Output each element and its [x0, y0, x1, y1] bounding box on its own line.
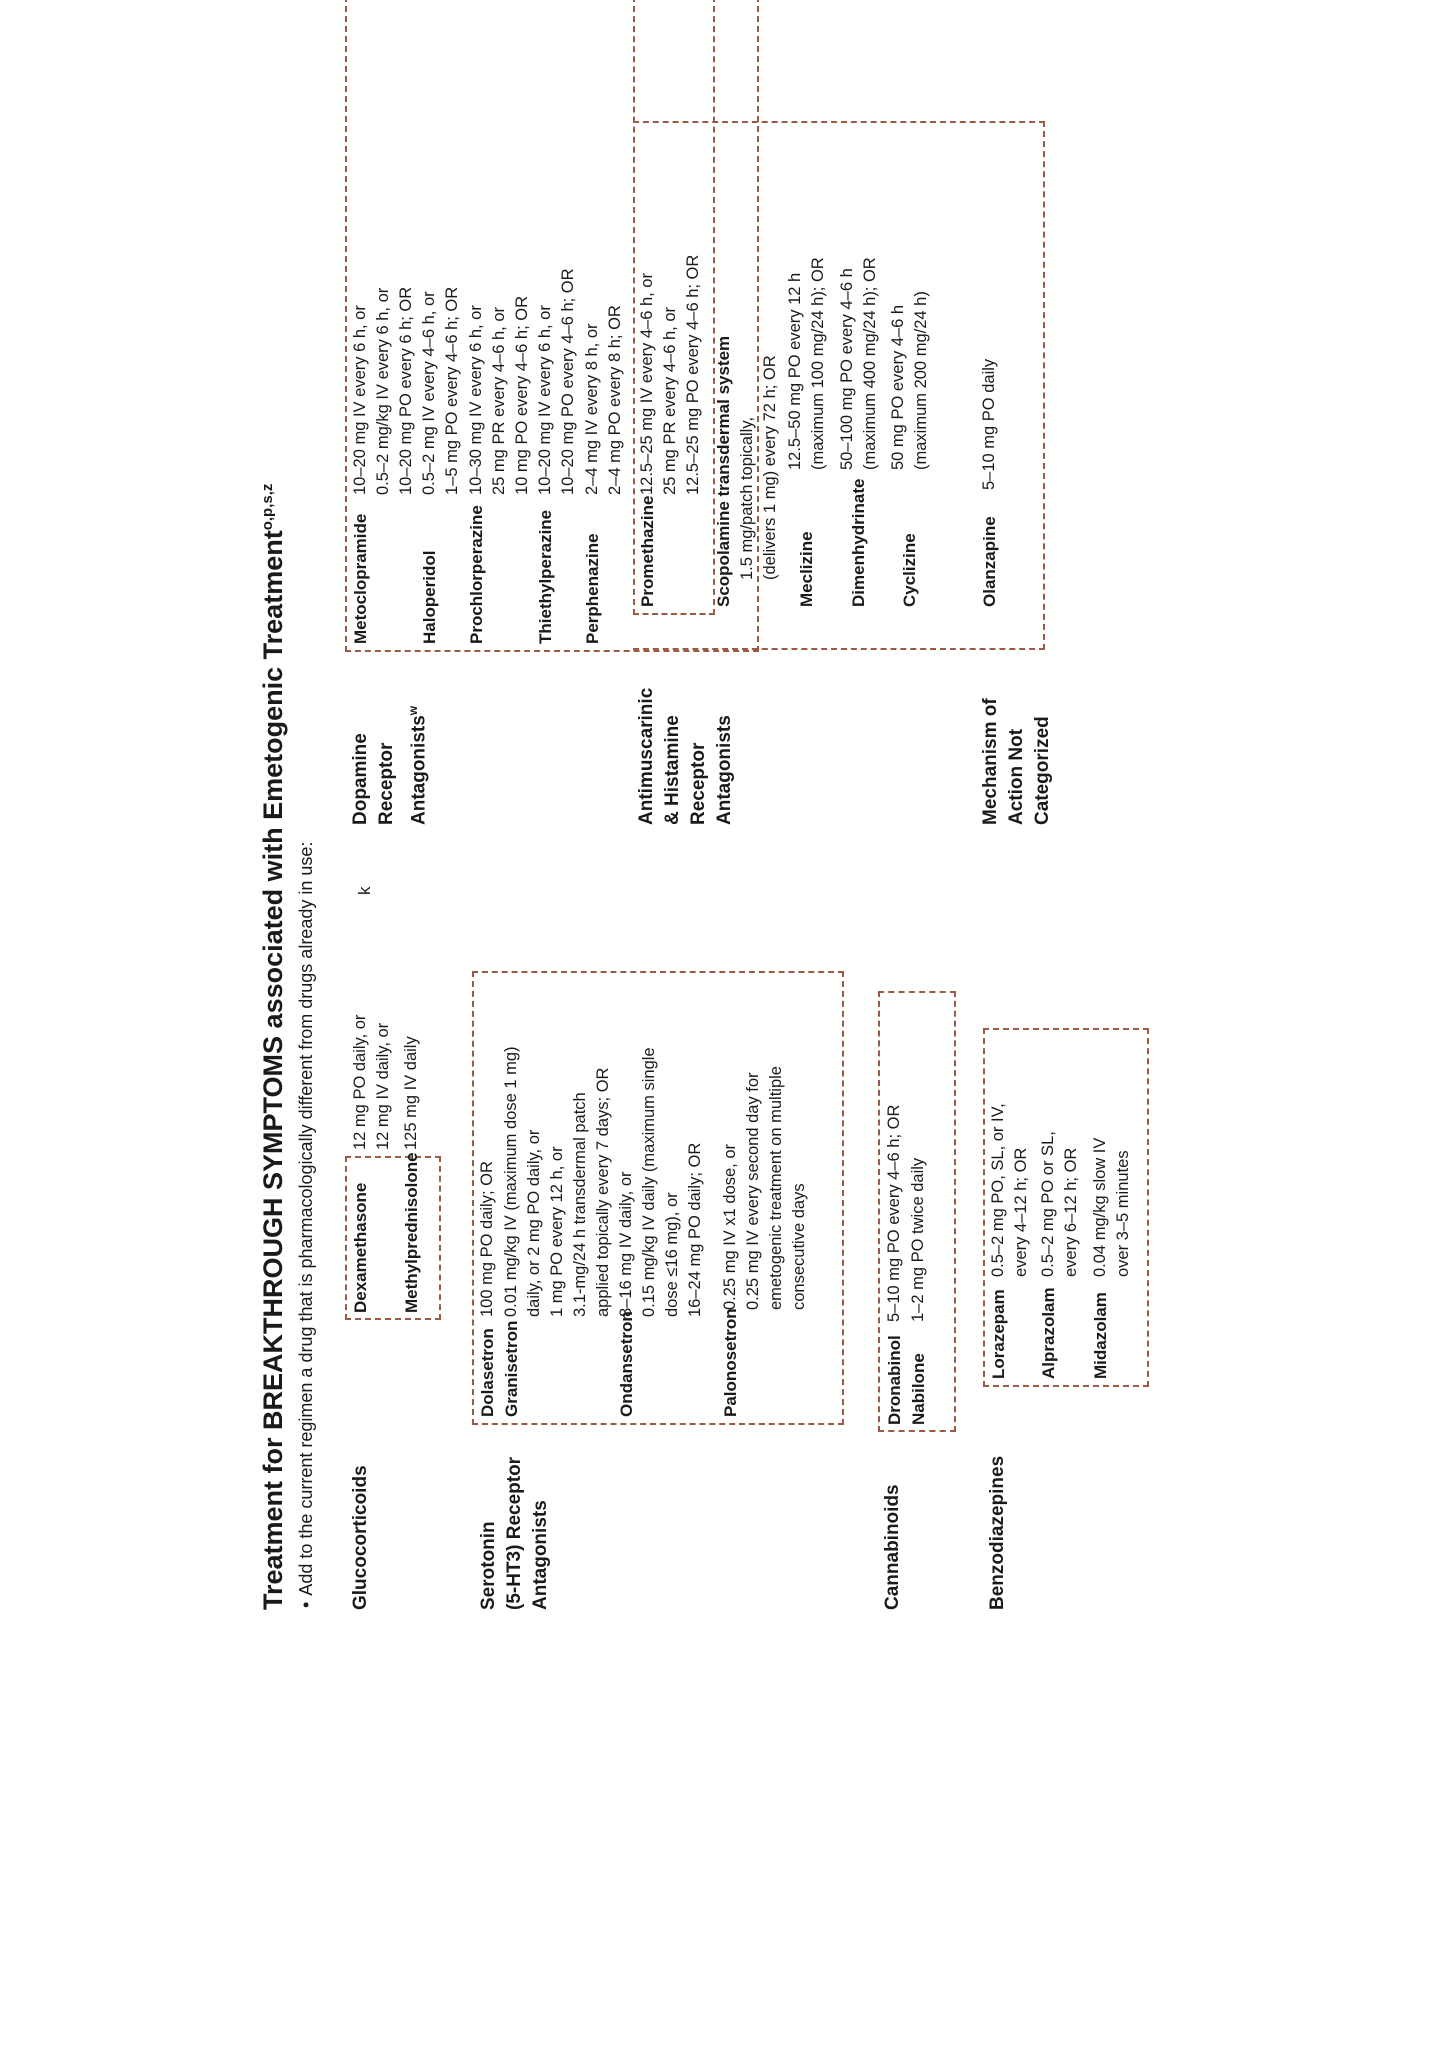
category-cannabinoids: Cannabinoids	[882, 1484, 903, 1610]
drug-perphenazine: Perphenazine	[583, 533, 602, 644]
drug-thiethylperazine: Thiethylperazine	[536, 509, 555, 644]
rotated-page-content	[250, 0, 1150, 1610]
drug-olanzapine: Olanzapine	[980, 516, 999, 607]
category-glucocorticoids: Glucocorticoids	[350, 1465, 371, 1610]
promethazine-doses: 12.5–25 mg IV every 4–6 h, or 25 mg PR every 4–6 h, or 12.5–25 mg PO every 4–6 h; OR	[638, 254, 702, 495]
drug-metoclopramide: Metoclopramide	[351, 513, 370, 644]
alprazolam-doses: 0.5–2 mg PO or SL, every 6–12 h; OR	[1039, 1131, 1080, 1277]
drug-haloperidol: Haloperidol	[420, 550, 439, 644]
drug-midazolam: Midazolam	[1091, 1292, 1110, 1379]
drug-cyclizine: Cyclizine	[900, 533, 919, 607]
lorazepam-doses: 0.5–2 mg PO, SL, or IV, every 4–12 h; OR	[989, 1103, 1030, 1277]
prochlorperazine-doses: 10–30 mg IV every 6 h, or 25 mg PR every 4–6 h, or 10 mg PO every 4–6 h; OR	[467, 295, 531, 495]
drug-dolasetron: Dolasetron	[478, 1328, 497, 1417]
dimenhydrinate-doses: 50–100 mg PO every 4–6 h (maximum 400 mg/24 h); OR	[838, 257, 879, 470]
olanzapine-doses: 5–10 mg PO daily	[980, 358, 998, 490]
ondansetron-doses: 8–16 mg IV daily, or 0.15 mg/kg IV daily (maximum single dose ≤16 mg), or 16–24 mg PO daily; OR	[617, 1047, 704, 1317]
category-antimuscarinic: Antimuscarinic & Histamine Receptor Antagonists	[636, 687, 735, 825]
dronabinol-doses: 5–10 mg PO every 4–6 h; OR	[885, 1104, 903, 1322]
drug-prochlorperazine: Prochlorperazine	[467, 505, 486, 644]
category-dopamine: Dopamine Receptor Antagonists$^w$	[350, 705, 430, 825]
dexamethasone-doses: 12 mg PO daily, or 12 mg IV daily, or	[351, 1014, 392, 1150]
palonosetron-doses: 0.25 mg IV x1 dose, or 0.25 mg IV every second day for emetogenic treatment on multiple consecutive days	[721, 1066, 808, 1310]
drug-dexamethasone: Dexamethasone	[351, 1182, 370, 1313]
haloperidol-doses: 0.5–2 mg IV every 4–6 h, or 1–5 mg PO every 4–6 h; OR	[420, 286, 461, 495]
drug-granisetron: Granisetron	[502, 1320, 521, 1417]
instruction-line: •Add to the current regimen a drug that is pharmacologically different from drugs already in use:	[296, 841, 316, 1608]
midazolam-doses: 0.04 mg/kg slow IV over 3–5 minutes	[1091, 1137, 1132, 1277]
perphenazine-doses: 2–4 mg IV every 8 h, or 2–4 mg PO every 8 h; OR	[583, 305, 624, 495]
metoclopramide-doses: 10–20 mg IV every 6 h, or 0.5–2 mg/kg IV every 6 h, or 10–20 mg PO every 6 h; OR	[351, 286, 415, 495]
category-serotonin: Serotonin (5-HT3) Receptor Antagonists	[478, 1456, 551, 1610]
drug-meclizine: Meclizine	[797, 531, 816, 607]
granisetron-doses: 0.01 mg/kg IV (maximum dose 1 mg) daily, or 2 mg PO daily, or 1 mg PO every 12 h, or 3.1-mg/24 h transdermal patch applied topically every 7 days; OR	[502, 1046, 612, 1317]
page-title: Treatment for BREAKTHROUGH SYMPTOMS associated with Emetogenic Treatment$^{o,p,s,z}$	[258, 483, 288, 1610]
drug-lorazepam: Lorazepam	[989, 1289, 1008, 1379]
drug-palonosetron: Palonosetron	[721, 1308, 740, 1417]
scopolamine-doses: 1.5 mg/patch topically, (delivers 1 mg) every 72 h; OR	[738, 355, 779, 580]
drug-methylprednisolone: Methylprednisolone	[402, 1152, 421, 1313]
category-benzodiazepines: Benzodiazepines	[987, 1455, 1008, 1610]
drug-alprazolam: Alprazolam	[1039, 1287, 1058, 1379]
thiethylperazine-doses: 10–20 mg IV every 6 h, or 10–20 mg PO every 4–6 h; OR	[536, 268, 577, 495]
methylprednisolone-doses: 125 mg IV daily	[402, 1036, 420, 1150]
dolasetron-doses: 100 mg PO daily; OR	[478, 1161, 496, 1317]
drug-ondansetron: Ondansetron	[617, 1311, 636, 1417]
drug-nabilone: Nabilone	[909, 1353, 928, 1425]
drug-scopolamine: Scopolamine transdermal system	[714, 335, 733, 607]
meclizine-doses: 12.5–50 mg PO every 12 h (maximum 100 mg/24 h); OR	[786, 257, 827, 470]
glucocorticoids-note: k	[355, 886, 374, 895]
category-other: Mechanism of Action Not Categorized	[980, 698, 1053, 825]
cyclizine-doses: 50 mg PO every 4–6 h (maximum 200 mg/24 h)	[889, 291, 930, 470]
drug-dimenhydrinate: Dimenhydrinate	[849, 478, 868, 607]
drug-dronabinol: Dronabinol	[885, 1335, 904, 1425]
nabilone-doses: 1–2 mg PO twice daily	[909, 1157, 927, 1322]
drug-promethazine: Promethazine	[638, 495, 657, 607]
